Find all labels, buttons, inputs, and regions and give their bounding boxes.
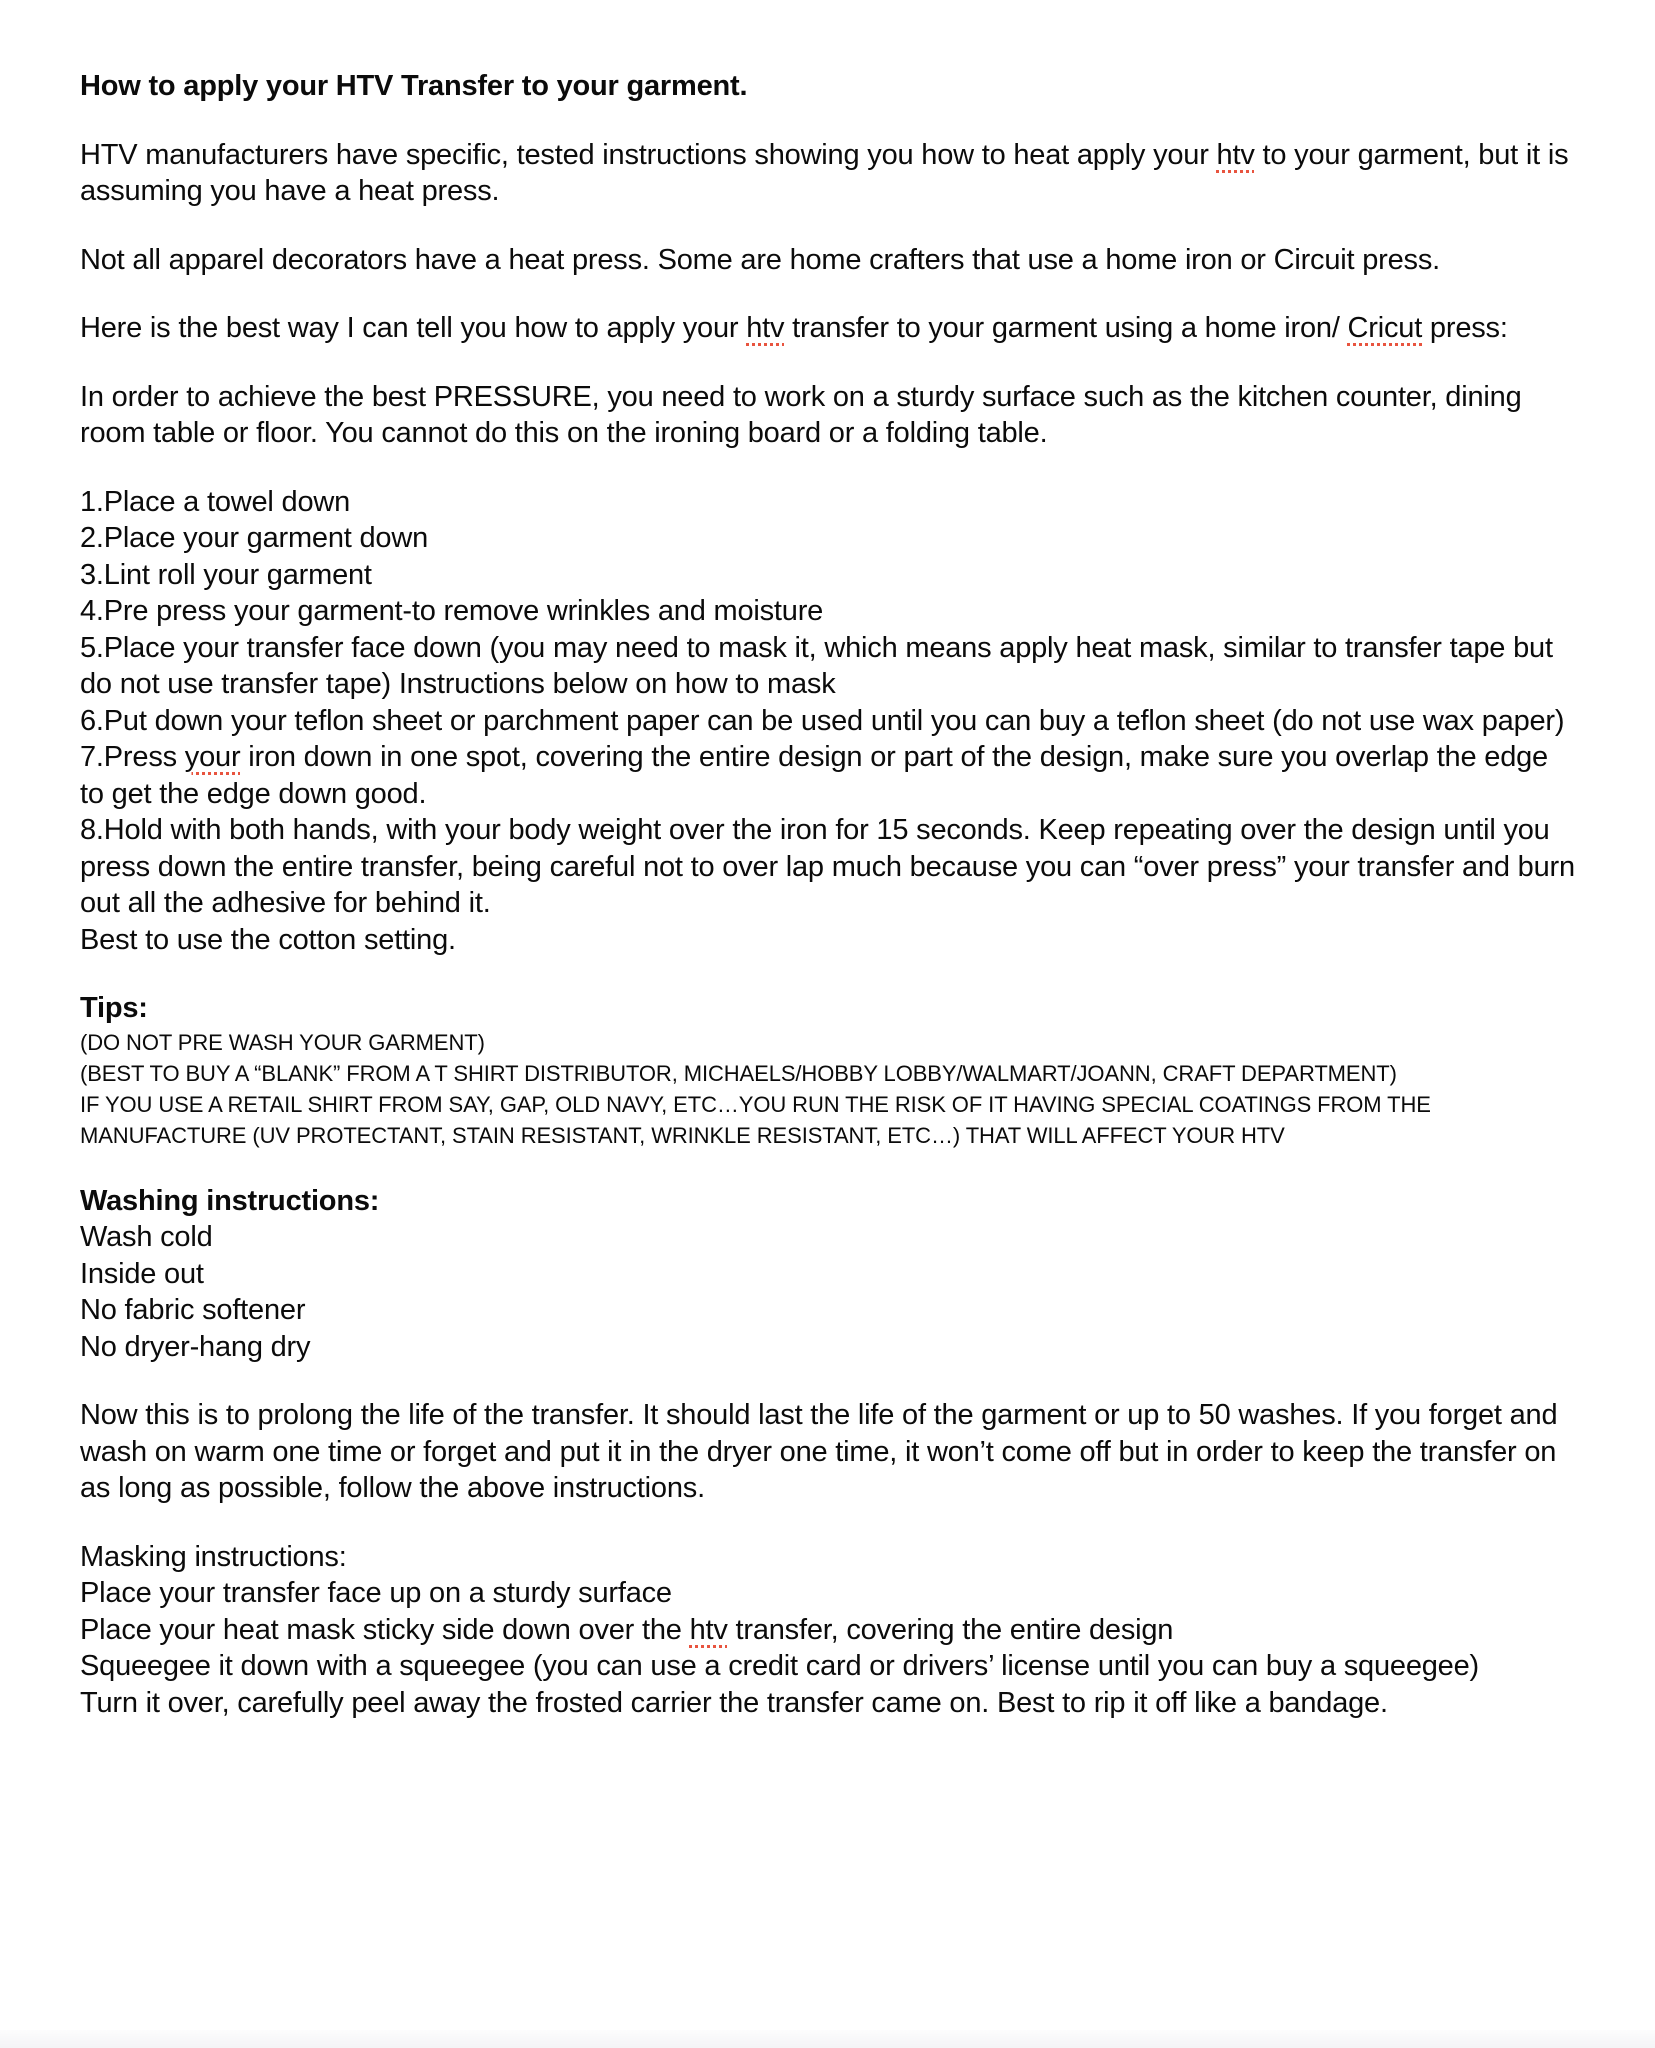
- text-run: transfer, covering the entire design: [727, 1613, 1174, 1646]
- step-7: [80, 739, 1577, 812]
- masking-instructions-section: [80, 1539, 1577, 1722]
- numbered-steps-list: [80, 484, 1577, 959]
- text-run: Place your heat mask sticky side down over the: [80, 1613, 690, 1646]
- washing-line-3: No fabric softener: [80, 1294, 306, 1326]
- masking-heading: Masking instructions:: [80, 1540, 347, 1573]
- text-run: 7.Press: [80, 741, 185, 773]
- text-run: iron down in one spot, covering the entire design or part of the design, make sure you overlap the edge to get the edge down good.: [80, 741, 1548, 810]
- masking-line-3: Squeegee it down with a squeegee (you can use a credit card or drivers’ license until you can buy a squeegee): [80, 1650, 1479, 1682]
- misspelled-word-htv: htv: [689, 1613, 728, 1646]
- text-run: to your garment, but it is assuming you have a heat press.: [80, 138, 1569, 207]
- washing-heading: Washing instructions:: [80, 1184, 380, 1217]
- text-run: press:: [1422, 312, 1508, 344]
- intro-paragraph-1: [80, 137, 1577, 210]
- longevity-paragraph: Now this is to prolong the life of the transfer. It should last the life of the garment or up to 50 washes. If you forget and wash on warm one time or forget and put it in the dryer one time, it won’t come off but in order to keep the transfer on as long as possible, follow the above instructions.: [80, 1399, 1558, 1504]
- step-8: 8.Hold with both hands, with your body weight over the iron for 15 seconds. Keep repeating over the design until you press down the entire transfer, being careful not to over lap much because you can “over press” your transfer and burn out all the adhesive for behind it.: [80, 814, 1575, 919]
- document-title: How to apply your HTV Transfer to your garment.: [80, 70, 748, 102]
- window-bottom-edge-bar: [0, 2030, 1655, 2048]
- text-run: HTV manufacturers have specific, tested instructions showing you how to heat apply your: [80, 138, 1217, 171]
- steps-footnote: Best to use the cotton setting.: [80, 923, 456, 956]
- intro-paragraph-2: Not all apparel decorators have a heat press. Some are home crafters that use a home iron or Circuit press.: [80, 243, 1440, 276]
- masking-line-2: [80, 1612, 1577, 1649]
- masking-line-1: Place your transfer face up on a sturdy surface: [80, 1577, 672, 1609]
- misspelled-word-htv: htv: [1216, 138, 1255, 171]
- step-2: 2.Place your garment down: [80, 522, 429, 554]
- step-3: 3.Lint roll your garment: [80, 558, 372, 591]
- masking-line-4: Turn it over, carefully peel away the frosted carrier the transfer came on. Best to rip it off like a bandage.: [80, 1686, 1388, 1719]
- intro-paragraph-3: [80, 310, 1577, 347]
- washing-instructions-section: [80, 1183, 1577, 1366]
- washing-line-1: Wash cold: [80, 1221, 213, 1253]
- tips-line-1: (DO NOT PRE WASH YOUR GARMENT): [80, 1029, 485, 1055]
- misspelled-word-your: your: [184, 741, 241, 773]
- step-4: 4.Pre press your garment-to remove wrinkles and moisture: [80, 595, 824, 627]
- misspelled-word-cricut: Cricut: [1347, 312, 1423, 344]
- text-run: Here is the best way I can tell you how to apply your: [80, 312, 747, 344]
- washing-line-2: Inside out: [80, 1257, 204, 1290]
- tips-heading: Tips:: [80, 992, 148, 1024]
- tips-section: [80, 990, 1577, 1151]
- step-6: 6.Put down your teflon sheet or parchment paper can be used until you can buy a teflon sheet (do not use wax paper): [80, 704, 1565, 737]
- misspelled-word-htv: htv: [746, 312, 785, 344]
- intro-paragraph-4: In order to achieve the best PRESSURE, you need to work on a sturdy surface such as the kitchen counter, dining room table or floor. You cannot do this on the ironing board or a folding table.: [80, 380, 1522, 449]
- text-run: transfer to your garment using a home iron/: [784, 312, 1348, 344]
- washing-line-4: No dryer-hang dry: [80, 1330, 311, 1363]
- step-1: 1.Place a towel down: [80, 485, 351, 518]
- tips-line-3: IF YOU USE A RETAIL SHIRT FROM SAY, GAP, OLD NAVY, ETC…YOU RUN THE RISK OF IT HAVING SPECIAL COATINGS FROM THE MANUFACTURE (UV PROTECTANT, STAIN RESISTANT, WRINKLE RESISTANT, ETC…) THAT WILL AFFECT YOUR HTV: [80, 1091, 1431, 1148]
- tips-line-2: (BEST TO BUY A “BLANK” FROM A T SHIRT DISTRIBUTOR, MICHAELS/HOBBY LOBBY/WALMART/JOANN, CRAFT DEPARTMENT): [80, 1060, 1397, 1086]
- tips-lines: [80, 1027, 1577, 1151]
- step-5: 5.Place your transfer face down (you may need to mask it, which means apply heat mask, similar to transfer tape but do not use transfer tape) Instructions below on how to mask: [80, 631, 1553, 700]
